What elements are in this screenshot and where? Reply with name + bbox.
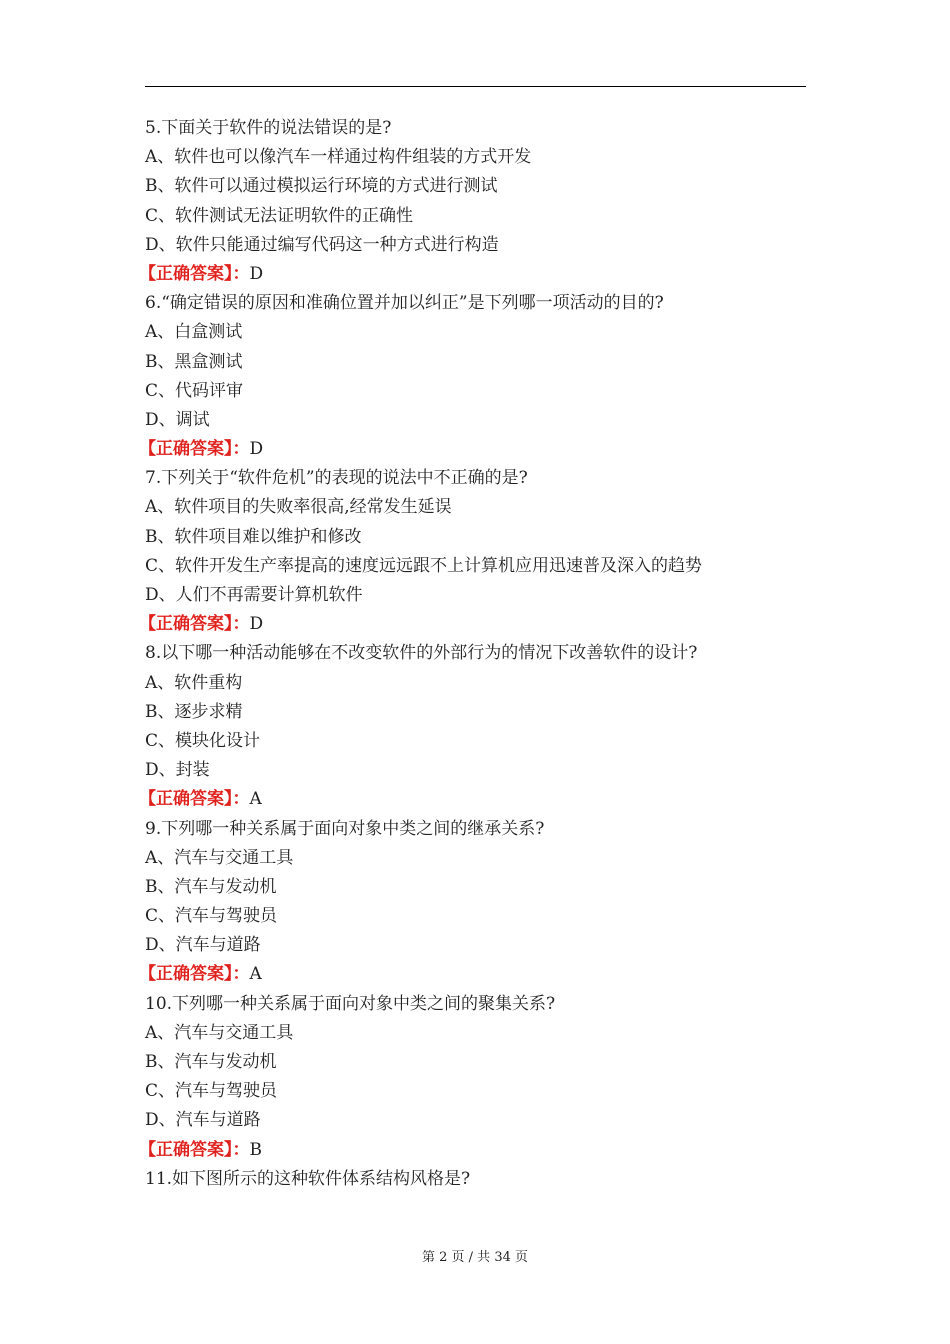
option-c: C、软件开发生产率提高的速度远远跟不上计算机应用迅速普及深入的趋势 [145,555,703,576]
option-d: D、人们不再需要计算机软件 [145,585,363,605]
question-list [139,114,806,1194]
question-text: 6.“确定错误的原因和准确位置并加以纠正”是下列哪一项活动的目的? [145,293,664,314]
answer-value: D [249,614,264,635]
answer-line [139,960,806,989]
option-a: A、软件项目的失败率很高,经常发生延误 [145,497,452,518]
option-a: A、白盒测试 [145,322,243,343]
answer-label: 【正确答案】： [139,964,250,985]
question-text: 5.下面关于软件的说法错误的是? [145,118,392,138]
option-b: B、黑盒测试 [145,351,243,372]
answer-value: D [249,439,264,460]
answer-line [139,260,806,289]
option-c: C、汽车与驾驶员 [145,906,278,927]
answer-value: A [249,964,262,985]
option-d: D、汽车与道路 [145,1110,261,1131]
answer-line [139,610,806,639]
option-b: B、汽车与发动机 [145,876,277,897]
option-b: B、汽车与发动机 [145,1052,277,1072]
answer-value: B [249,1139,262,1160]
question-text: 10.下列哪一种关系属于面向对象中类之间的聚集关系? [145,993,556,1014]
option-d: D、调试 [145,409,210,430]
option-a: A、软件重构 [145,672,243,693]
option-d: D、封装 [145,760,210,781]
option-a: A、汽车与交通工具 [145,1022,294,1043]
header-rule [145,86,806,87]
answer-label: 【正确答案】： [139,439,250,460]
answer-line [139,785,806,814]
answer-label: 【正确答案】： [139,614,250,635]
page-footer: 第 2 页 / 共 34 页 [422,1250,528,1265]
option-c: C、模块化设计 [145,730,261,751]
option-c: C、代码评审 [145,380,244,401]
answer-label: 【正确答案】： [139,789,250,810]
option-c: C、软件测试无法证明软件的正确性 [145,205,414,226]
option-c: C、汽车与驾驶员 [145,1081,278,1102]
question-text: 9.下列哪一种关系属于面向对象中类之间的继承关系? [145,818,545,839]
answer-value: A [249,789,262,810]
question-text: 8.以下哪一种活动能够在不改变软件的外部行为的情况下改善软件的设计? [145,643,698,664]
answer-label: 【正确答案】： [139,1139,250,1160]
option-d: D、软件只能通过编写代码这一种方式进行构造 [145,234,499,255]
option-b: B、软件项目难以维护和修改 [145,526,362,547]
answer-label: 【正确答案】： [139,263,250,284]
question-text: 11.如下图所示的这种软件体系结构风格是? [145,1168,471,1189]
option-d: D、汽车与道路 [145,935,261,956]
answer-value: D [249,263,264,284]
option-b: B、软件可以通过模拟运行环境的方式进行测试 [145,176,498,197]
answer-line [139,1136,806,1165]
option-a: A、软件也可以像汽车一样通过构件组装的方式开发 [145,147,532,168]
option-b: B、逐步求精 [145,701,243,722]
answer-line [139,435,806,464]
question-text: 7.下列关于“软件危机”的表现的说法中不正确的是? [145,468,528,489]
option-a: A、汽车与交通工具 [145,847,294,868]
